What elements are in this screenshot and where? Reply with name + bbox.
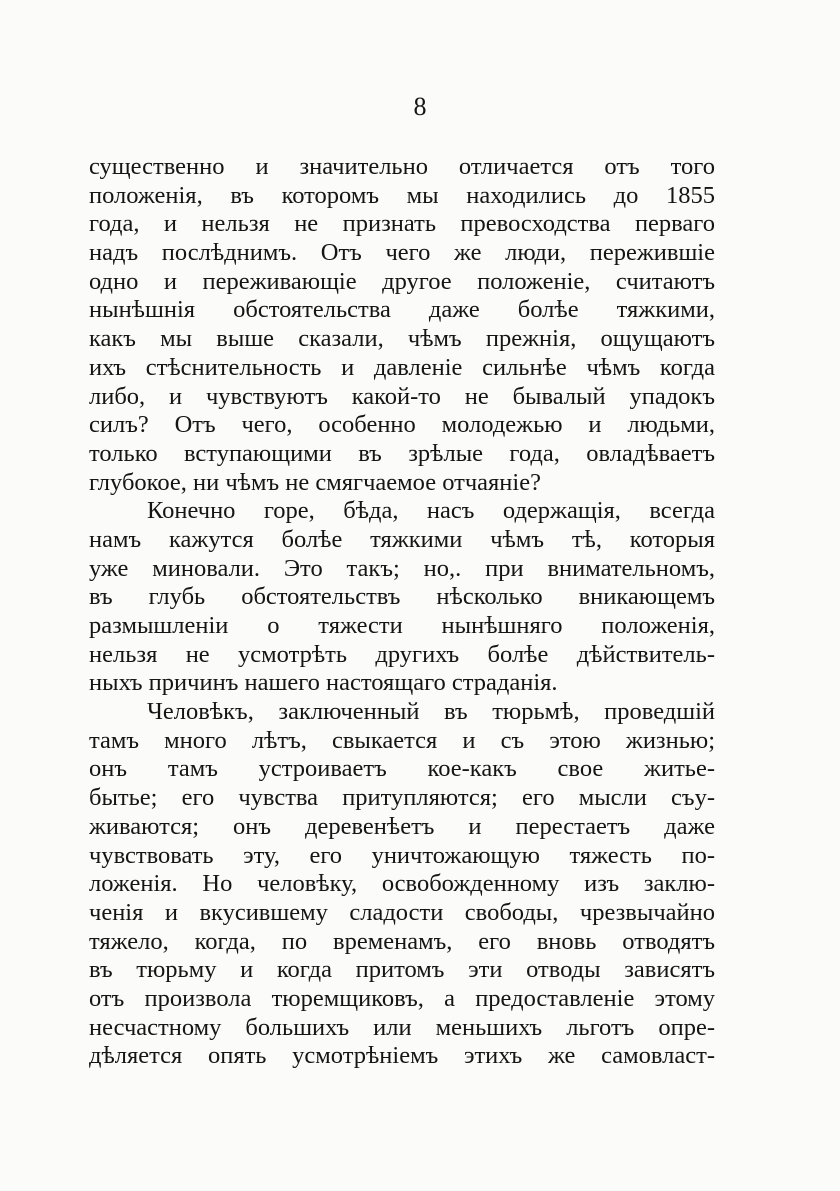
text-line: ихъ стѣснительность и давленіе сильнѣе чѣмъ когда <box>89 353 715 381</box>
text-line: чувствовать эту, его уничтожающую тяжесть по- <box>89 841 715 869</box>
text-line: онъ тамъ устроиваетъ кое-какъ свое житье- <box>89 755 715 783</box>
text-line: въ тюрьму и когда притомъ эти отводы зависятъ <box>89 956 715 984</box>
text-line: глубокое, ни чѣмъ не смягчаемое отчаяніе? <box>89 468 541 496</box>
text-line: размышленіи о тяжести нынѣшняго положенія, <box>89 612 715 639</box>
paragraph-first-line: Конечно горе, бѣда, насъ одержащія, всегда <box>147 497 715 525</box>
text-line: либо, и чувствуютъ какой-то не бывалый упадокъ <box>89 382 715 410</box>
paragraph-first-line: Человѣкъ, заключенный въ тюрьмѣ, проведшій <box>147 698 715 726</box>
text-line: въ глубь обстоятельствъ нѣсколько вникающемъ <box>89 583 715 611</box>
text-line: намъ кажутся болѣе тяжкими чѣмъ тѣ, которыя <box>89 525 715 553</box>
text-line: положенія, въ которомъ мы находились до 1855 <box>89 181 715 209</box>
text-line: несчастному большихъ или меньшихъ льготъ опре- <box>89 1013 715 1041</box>
text-line: существенно и значительно отличается отъ того <box>89 153 715 180</box>
text-line: нельзя не усмотрѣть другихъ болѣе дѣйствитель- <box>89 640 715 668</box>
text-line: силъ? Отъ чего, особенно молодежью и людьми, <box>89 411 715 439</box>
text-line: уже миновали. Это такъ; но,. при внимательномъ, <box>89 554 715 582</box>
body-text <box>89 153 715 1071</box>
text-line: отъ произвола тюремщиковъ, а предоставленіе этому <box>89 984 715 1012</box>
text-line: ныхъ причинъ нашего настоящаго страданія. <box>89 669 558 697</box>
text-line: дѣляется опять усмотрѣніемъ этихъ же самовласт- <box>89 1042 715 1070</box>
text-line: бытье; его чувства притупляются; его мысли съу- <box>89 784 715 812</box>
text-line: нынѣшнія обстоятельства даже болѣе тяжкими, <box>89 296 715 324</box>
page-number: 8 <box>413 92 427 121</box>
text-line: ченія и вкусившему сладости свободы, чрезвычайно <box>89 898 715 926</box>
text-line: одно и переживающіе другое положеніе, считаютъ <box>89 267 715 295</box>
text-line: какъ мы выше сказали, чѣмъ прежнія, ощущаютъ <box>89 325 715 353</box>
text-line: живаются; онъ деревенѣетъ и перестаетъ даже <box>89 812 715 840</box>
text-line: тамъ много лѣтъ, свыкается и съ этою жизнью; <box>89 726 715 754</box>
text-line: тяжело, когда, по временамъ, его вновь отводятъ <box>89 927 715 955</box>
text-line: только вступающими въ зрѣлые года, овладѣваетъ <box>89 439 715 467</box>
text-line: года, и нельзя не признать превосходства перваго <box>89 210 715 238</box>
text-line: надъ послѣднимъ. Отъ чего же люди, пережившіе <box>89 239 715 267</box>
text-line: ложенія. Но человѣку, освобожденному изъ заклю- <box>89 870 715 898</box>
